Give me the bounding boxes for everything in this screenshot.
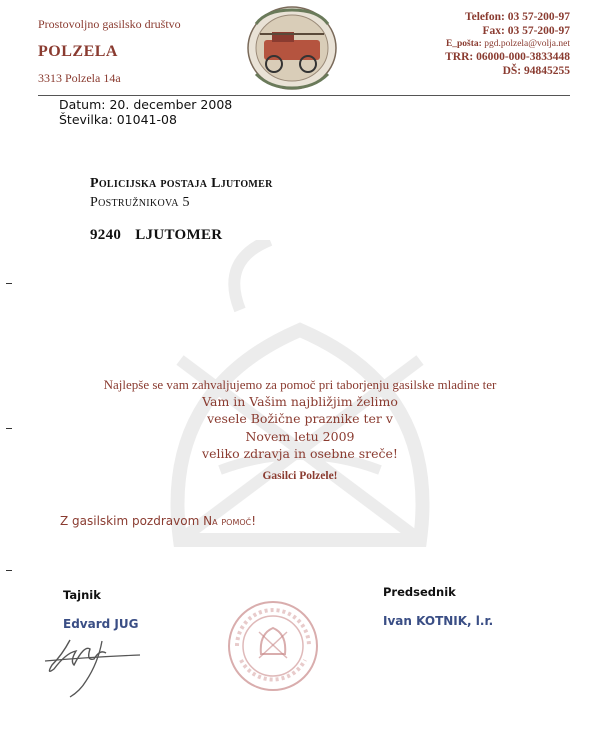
recipient-city: 9240 LJUTOMER xyxy=(90,227,223,243)
recipient-name: Policijska postaja Ljutomer xyxy=(90,176,273,191)
document-number: Številka: 01041-08 xyxy=(59,112,177,127)
fax: Fax: 03 57-200-97 xyxy=(482,25,570,37)
bank-account: TRR: 06000-000-3833448 xyxy=(445,51,570,63)
greeting-prefix: Z gasilskim pozdravom xyxy=(60,514,200,528)
handwritten-signature-icon xyxy=(40,635,150,700)
email-label: E_pošta: xyxy=(445,39,482,49)
president-role: Predsednik xyxy=(383,585,456,599)
recipient-street: Postružnikova 5 xyxy=(90,195,190,210)
email xyxy=(446,39,570,49)
org-name: POLZELA xyxy=(38,43,118,60)
message-line: vesele Božične praznike ter v xyxy=(207,411,393,426)
message-signoff: Gasilci Polzele! xyxy=(262,470,338,482)
message-line: Novem letu 2009 xyxy=(245,429,355,444)
tax-number: DŠ: 94845255 xyxy=(502,65,570,77)
message-line: Najlepše se vam zahvaljujemo za pomoč pri taborjenju gasilske mladine ter xyxy=(103,377,497,392)
fold-mark xyxy=(6,570,12,571)
fold-mark xyxy=(6,428,12,429)
president-name: Ivan KOTNIK, l.r. xyxy=(383,614,494,628)
fold-mark xyxy=(6,283,12,284)
greeting-motto: Na pomoč! xyxy=(203,514,257,528)
document-date: Datum: 20. december 2008 xyxy=(59,97,233,112)
email-value: pgd.polzela@volja.net xyxy=(484,39,570,49)
stamp-seal-icon xyxy=(225,598,321,694)
org-address: 3313 Polzela 14a xyxy=(38,71,121,85)
closing-greeting xyxy=(60,514,256,528)
org-type: Prostovoljno gasilsko društvo xyxy=(38,17,181,31)
message-line: veliko zdravja in osebne sreče! xyxy=(202,446,398,461)
secretary-name: Edvard JUG xyxy=(63,617,139,631)
phone: Telefon: 03 57-200-97 xyxy=(465,11,570,23)
message-line: Vam in Vašim najbližjim želimo xyxy=(202,394,398,409)
secretary-role: Tajnik xyxy=(63,588,101,602)
crest-logo-icon xyxy=(246,4,338,94)
header-divider xyxy=(38,95,570,96)
